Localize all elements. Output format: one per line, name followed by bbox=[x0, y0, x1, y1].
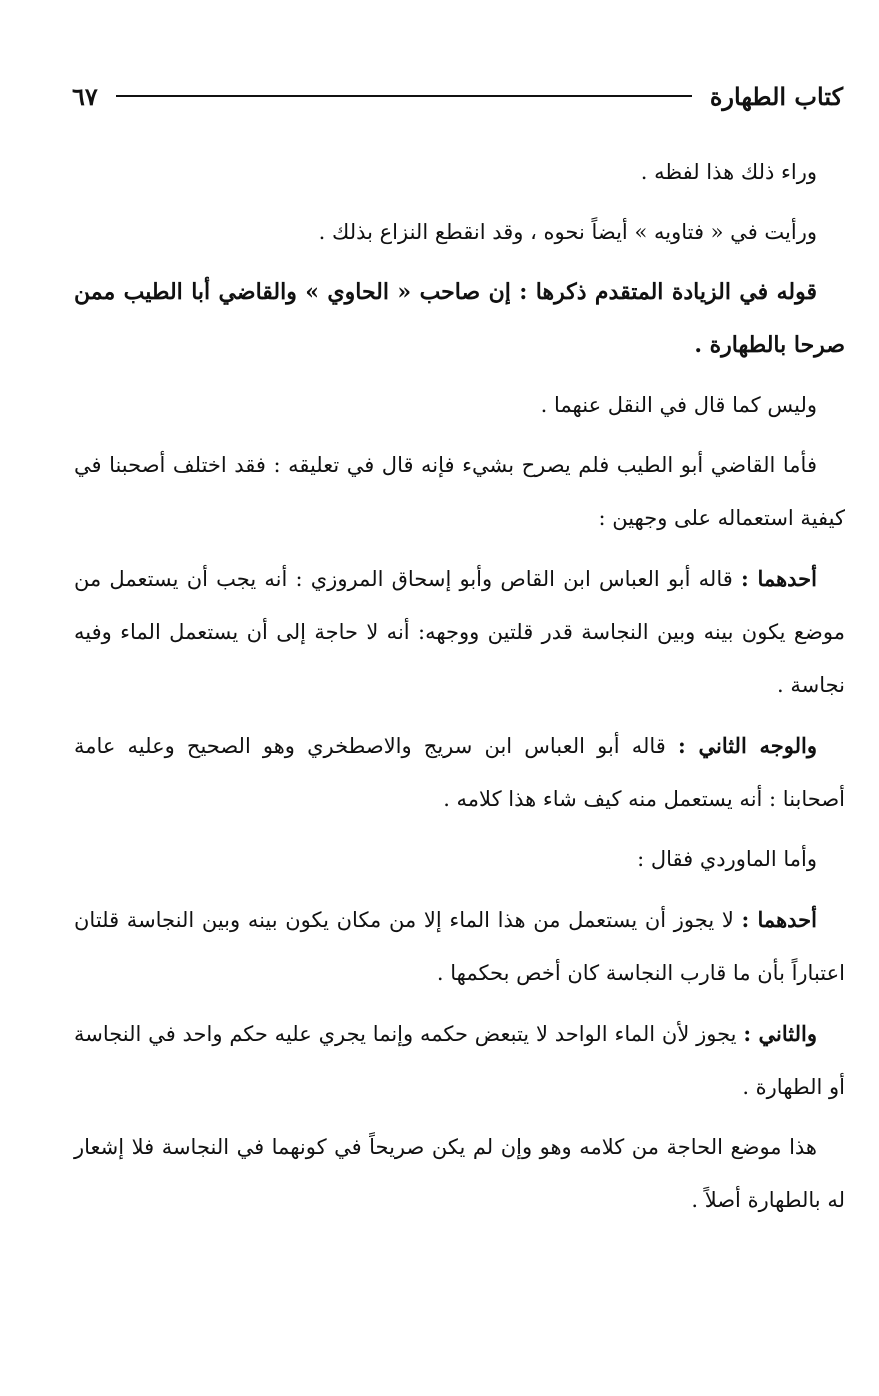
paragraph bbox=[74, 1121, 845, 1227]
paragraph-text: فأما القاضي أبو الطيب فلم يصرح بشيء فإنه قال في تعليقه : فقد اختلف أصحبنا في كيفية استعماله على وجهين : bbox=[74, 453, 845, 530]
paragraph bbox=[74, 1007, 845, 1114]
paragraph-text: يجوز لأن الماء الواحد لا يتبعض حكمه وإنما يجري عليه حكم واحد في النجاسة أو الطهارة . bbox=[74, 1022, 845, 1099]
paragraph-text: هذا موضع الحاجة من كلامه وهو وإن لم يكن صريحاً في كونهما في النجاسة فلا إشعار له بالطهارة أصلاً . bbox=[74, 1135, 845, 1212]
body-text bbox=[74, 146, 845, 1234]
paragraph-text: وأما الماوردي فقال : bbox=[637, 847, 817, 871]
quoted-statement bbox=[74, 266, 845, 372]
paragraph bbox=[74, 206, 845, 259]
paragraph bbox=[74, 379, 845, 432]
paragraph-lead: أحدهما : bbox=[741, 907, 817, 932]
paragraph-lead: أحدهما : bbox=[740, 566, 817, 591]
paragraph-text: لا يجوز أن يستعمل من هذا الماء إلا من مكان يكون بينه وبين النجاسة قلتان اعتباراً بأن ما قارب النجاسة كان أخص بحكمها . bbox=[74, 908, 845, 985]
paragraph-text: وراء ذلك هذا لفظه . bbox=[640, 160, 817, 184]
quoted-statement-text: قوله في الزيادة المتقدم ذكرها : إن صاحب « الحاوي » والقاضي أبا الطيب ممن صرحا بالطهارة . bbox=[74, 279, 845, 358]
header-rule bbox=[116, 95, 692, 97]
paragraph bbox=[74, 833, 845, 886]
page-number: ٦٧ bbox=[72, 81, 98, 111]
paragraph-text: قاله أبو العباس ابن سريج والاصطخري وهو الصحيح وعليه عامة أصحابنا : أنه يستعمل منه كيف شاء هذا كلامه . bbox=[74, 734, 845, 811]
paragraph bbox=[74, 719, 845, 826]
paragraph-text: وليس كما قال في النقل عنهما . bbox=[540, 393, 817, 417]
paragraph-text: ورأيت في « فتاويه » أيضاً نحوه ، وقد انقطع النزاع بذلك . bbox=[318, 220, 817, 244]
running-header bbox=[72, 76, 843, 116]
paragraph-lead: والثاني : bbox=[743, 1021, 817, 1046]
paragraph bbox=[74, 552, 845, 712]
paragraph bbox=[74, 893, 845, 1000]
paragraph bbox=[74, 439, 845, 545]
paragraph-lead: والوجه الثاني : bbox=[677, 733, 817, 758]
book-title: كتاب الطهارة bbox=[709, 81, 843, 111]
paragraph-text: قاله أبو العباس ابن القاص وأبو إسحاق المروزي : أنه يجب أن يستعمل من موضع يكون بينه وبين النجاسة قدر قلتين ووجهه: أنه لا حاجة إلى أن يستعمل الماء وفيه نجاسة . bbox=[74, 567, 845, 697]
paragraph bbox=[74, 146, 845, 199]
